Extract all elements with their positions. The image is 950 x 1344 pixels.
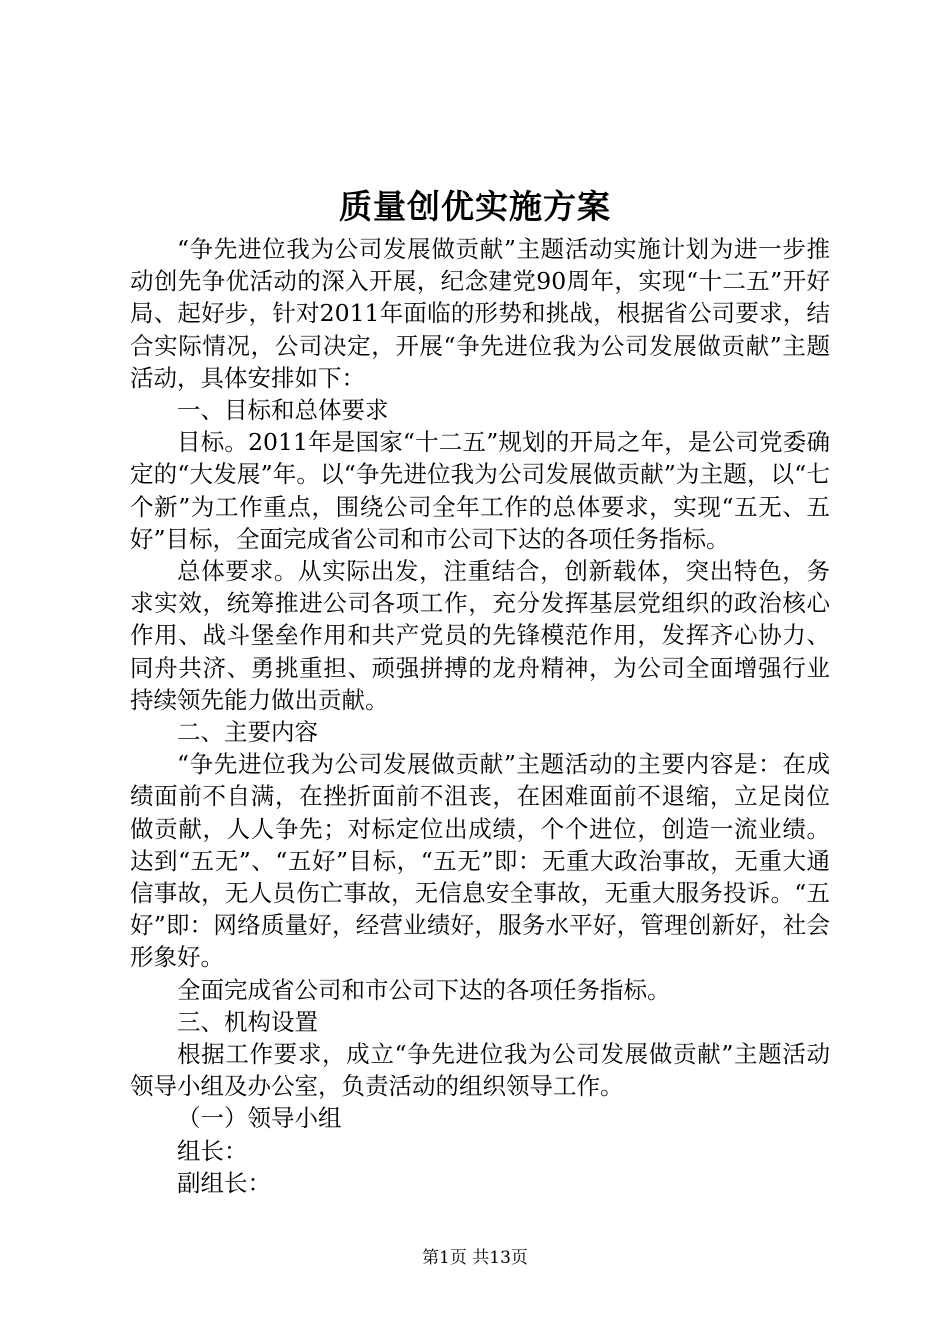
line-group-leader: 组长： [177,1136,248,1165]
paragraph-goal: 目标。2011年是国家“十二五”规划的开局之年，是公司党委确定的“大发展”年。以“争先进位我为公司发展做贡献”为主题，以“七个新”为工作重点，围绕公司全年工作的总体要求，实现“五无、五好”目标，全面完成省公司和市公司下达的各项任务指标。 [130,428,830,553]
section-heading-3: 三、机构设置 [177,1007,318,1036]
document-body [130,233,830,1199]
page-number-footer: 第1页 共13页 [422,1248,528,1268]
paragraph-overall-requirements: 总体要求。从实际出发，注重结合，创新载体，突出特色，务求实效，统筹推进公司各项工作，充分发挥基层党组织的政治核心作用、战斗堡垒作用和共产党员的先锋模范作用，发挥齐心协力、同舟共济、勇挑重担、顽强拼搏的龙舟精神，为公司全面增强行业持续领先能力做出贡献。 [130,557,830,714]
subsection-heading-leadership-group: （一）领导小组 [177,1104,342,1133]
section-heading-2: 二、主要内容 [177,718,318,747]
paragraph-main-content: “争先进位我为公司发展做贡献”主题活动的主要内容是：在成绩面前不自满，在挫折面前不沮丧，在困难面前不退缩，立足岗位做贡献，人人争先；对标定位出成绩，个个进位，创造一流业绩。达到“五无”、“五好”目标，“五无”即：无重大政治事故，无重大通信事故，无人员伤亡事故，无信息安全事故，无重大服务投诉。“五好”即：网络质量好，经营业绩好，服务水平好，管理创新好，社会形象好。 [130,750,830,972]
paragraph-intro: “争先进位我为公司发展做贡献”主题活动实施计划为进一步推动创先争优活动的深入开展，纪念建党90周年，实现“十二五”开好局、起好步，针对2011年面临的形势和挑战，根据省公司要求，结合实际情况，公司决定，开展“争先进位我为公司发展做贡献”主题活动，具体安排如下： [130,235,830,392]
section-heading-1: 一、目标和总体要求 [177,396,389,425]
line-deputy-group-leader: 副组长： [177,1168,271,1197]
paragraph-organization: 根据工作要求，成立“争先进位我为公司发展做贡献”主题活动领导小组及办公室，负责活动的组织领导工作。 [130,1040,830,1101]
document-title: 质量创优实施方案 [339,187,611,226]
paragraph-complete-targets: 全面完成省公司和市公司下达的各项任务指标。 [177,975,671,1004]
